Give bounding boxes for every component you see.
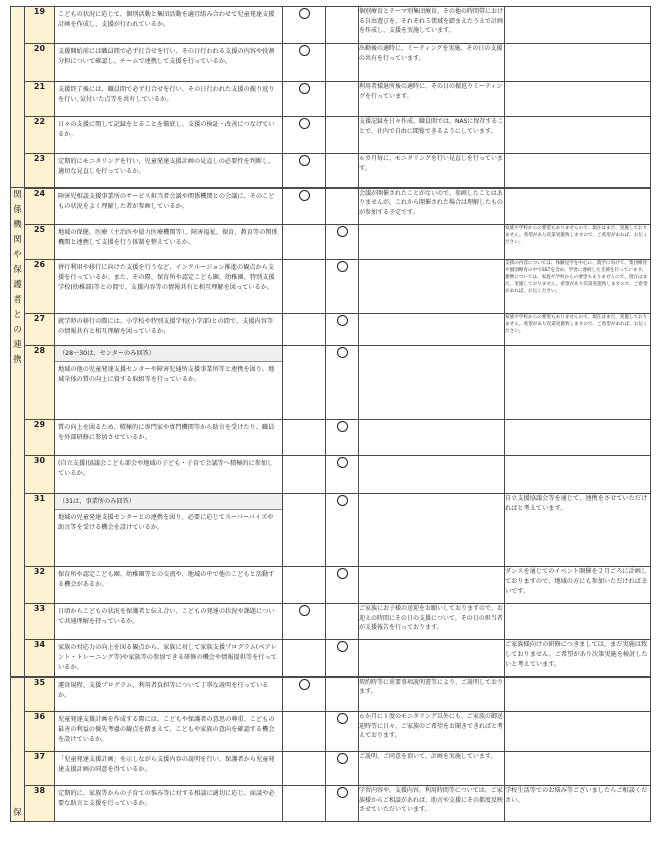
answer-yes-cell — [283, 225, 326, 260]
circle-mark-icon — [299, 190, 310, 201]
table-row — [11, 117, 651, 154]
effort-text: ご家族にお子様の送迎をお願いしておりますので、お迎えの時間にその日の支援について、その日の担当者が支援報告を行っております。 — [359, 605, 503, 631]
item-question — [55, 640, 283, 677]
answer-yes-cell — [283, 314, 326, 346]
item-question-text: 「児童発達支援計画」を示しながら支援内容の説明を行い、保護者から児童発達支援計画の同意を得ているか。 — [58, 756, 275, 773]
circle-mark-icon — [299, 118, 310, 129]
evaluation-table — [10, 6, 651, 822]
item-question — [55, 225, 283, 260]
item-question — [55, 494, 283, 567]
remark-cell — [505, 260, 651, 314]
answer-yes-cell — [283, 567, 326, 604]
effort-text: 学習内容や、支援内容、利用時間等については、ご家族様からご相談があれば、助言や支援にその都度反映させていただいています。 — [359, 787, 504, 813]
category-cell-support — [11, 7, 25, 188]
remark-cell — [505, 154, 651, 188]
answer-yes-cell — [283, 260, 326, 314]
remark-cell — [505, 44, 651, 82]
table-row — [11, 640, 651, 677]
circle-mark-icon — [337, 568, 348, 579]
item-question — [55, 154, 283, 188]
answer-no-cell — [326, 346, 359, 420]
item-question-text: 運営規程、支援プログラム、利用者負担等について丁寧な説明を行っているか。 — [58, 681, 269, 699]
table-row — [11, 82, 651, 117]
circle-mark-icon — [337, 226, 348, 237]
circle-mark-icon — [337, 495, 348, 506]
answer-yes-cell — [283, 752, 326, 786]
item-question-text: 障害児相談支援事業所のサービス担当者会議や関係機関との会議に、そのこどもの状況をよく理解した者が参画しているか。 — [58, 192, 275, 210]
item-question-text: 地域の児童発達支援センターとの連携を図り、必要に応じてスーパーバイズや助言等を受ける機会を設けているか。 — [58, 514, 274, 531]
answer-yes-cell — [283, 494, 326, 567]
item-number: 19 — [25, 7, 55, 44]
effort-cell — [359, 188, 505, 225]
item-number: 25 — [25, 225, 55, 260]
circle-mark-icon — [337, 315, 348, 326]
answer-no-cell — [326, 752, 359, 786]
circle-mark-icon — [337, 713, 348, 724]
remark-cell — [505, 567, 651, 604]
circle-mark-icon — [337, 421, 348, 432]
item-question — [55, 712, 283, 752]
effort-cell — [359, 494, 505, 567]
table-row — [11, 7, 651, 44]
effort-text: 出勤後の適時に、ミーティングを実施、その日の支援の共有を行っています。 — [359, 45, 503, 62]
answer-yes-cell — [283, 420, 326, 456]
item-question — [55, 604, 283, 640]
item-question-text: 就学時の移行の際には、小学校や特別支援学校(小学部)との間で、支援内容等の情報共有と相互理解を図っているか。 — [58, 318, 274, 335]
remark-text: 学校生活等でのお悩み等ございましたらご相談ください。 — [505, 787, 648, 804]
answer-no-cell — [326, 786, 359, 822]
table-row — [11, 314, 651, 346]
answer-yes-cell — [283, 712, 326, 752]
item-question-text: 家族の対応力の向上を図る観点から、家族に対して家族支援プログラム(ペアレント・トレーニング等)や家族等の参加できる研修の機会や情報提供等を行っているか。 — [58, 644, 277, 671]
item-question — [55, 44, 283, 82]
category-cell-liaison: 関係機関や保護者との連携 — [11, 188, 25, 677]
effort-text: 会議が開催されたことがないので、参画したことはありませんが、これから開催された場合は理解したものが参加する予定です。 — [359, 189, 504, 216]
answer-no-cell — [326, 188, 359, 225]
table-row — [11, 494, 651, 567]
table-row — [11, 567, 651, 604]
item-question — [55, 82, 283, 117]
answer-yes-cell — [283, 640, 326, 677]
item-question-text: 地域の保健、医療（主治医や協力医療機関等）、障害福祉、保育、教育等の関係機関と連携して支援を行う体制を整えているか。 — [58, 229, 278, 246]
category-cell-guardian: 保 — [11, 677, 25, 822]
effort-cell — [359, 456, 505, 494]
item-number: 28 — [25, 346, 55, 420]
remark-cell — [505, 786, 651, 822]
circle-mark-icon — [299, 605, 310, 616]
item-question-text: (自立支援)協議会こども部会や地域の子ども・子育て会議等へ積極的に参加しているか。 — [58, 460, 274, 477]
remark-cell — [505, 494, 651, 567]
item-question-text: 支援開始前には職員間で必ず打合せを行い、その日行われる支援の内容や役割分担について確認し、チームで連携して支援を行っているか。 — [58, 48, 275, 65]
remark-cell — [505, 420, 651, 456]
item-number: 38 — [25, 786, 55, 822]
item-question — [55, 456, 283, 494]
item-question — [55, 420, 283, 456]
table-row — [11, 677, 651, 712]
item-question — [55, 314, 283, 346]
remark-cell — [505, 456, 651, 494]
answer-no-cell — [326, 712, 359, 752]
answer-no-cell — [326, 494, 359, 567]
answer-no-cell — [326, 456, 359, 494]
circle-mark-icon — [299, 83, 310, 94]
answer-scope-note: （31は、事業所のみ回答） — [55, 494, 282, 510]
answer-yes-cell — [283, 44, 326, 82]
item-question-text: 定期的に、家族等からの子育ての悩み等に対する相談に適切に応じ、面談や必要な助言と支援を行っているか。 — [58, 790, 275, 807]
circle-mark-icon — [337, 787, 348, 798]
item-question — [55, 567, 283, 604]
answer-scope-note: （28～30は、センターのみ回答） — [55, 346, 282, 362]
effort-text: ６カ月毎に、モニタリングを行い見直しを行っています。 — [359, 155, 503, 172]
item-question — [55, 786, 283, 822]
answer-yes-cell — [283, 604, 326, 640]
table-row — [11, 44, 651, 82]
effort-cell — [359, 117, 505, 154]
circle-mark-icon — [337, 261, 348, 272]
answer-yes-cell — [283, 154, 326, 188]
circle-mark-icon — [299, 155, 310, 166]
table-row — [11, 346, 651, 420]
remark-cell — [505, 117, 651, 154]
remark-cell — [505, 677, 651, 712]
remark-text: 家族や学校からの要望もありませんので、現在はまだ、実施しておりません。希望があり次第実施致しますので、ご希望があれば、お伝ください。 — [505, 315, 648, 334]
effort-text: 契約時等に重要事項説明書等により、ご説明しております。 — [359, 678, 504, 695]
item-question — [55, 677, 283, 712]
remark-text: 支援の内容については、体験見学を中心に、就学に向けて、集団療育や個別療育の中でSSTを含め、学習に連続した支援を行っています。連携については、家族や学校からの要望もありませんので、現在はまだ、実施しておりません。希望があり次第実施致しますので、ご希望があれば、お伝ください。 — [505, 261, 648, 294]
table-row — [11, 786, 651, 822]
answer-no-cell — [326, 314, 359, 346]
effort-cell — [359, 44, 505, 82]
table-row — [11, 456, 651, 494]
item-number: 31 — [25, 494, 55, 567]
circle-mark-icon — [299, 45, 310, 56]
item-number: 36 — [25, 712, 55, 752]
table-row — [11, 712, 651, 752]
effort-cell — [359, 154, 505, 188]
effort-cell — [359, 640, 505, 677]
item-question — [55, 752, 283, 786]
item-number: 37 — [25, 752, 55, 786]
circle-mark-icon — [337, 347, 348, 358]
remark-cell — [505, 7, 651, 44]
effort-cell — [359, 420, 505, 456]
table-row — [11, 260, 651, 314]
effort-text: ６か月に１度のモニタリング以外にも、ご家族の御送迎時等に日々、ご家族のご希望をお聞きできればと考えております。 — [359, 713, 504, 739]
answer-yes-cell — [283, 346, 326, 420]
table-row — [11, 188, 651, 225]
answer-yes-cell — [283, 456, 326, 494]
item-question — [55, 346, 283, 420]
answer-no-cell — [326, 604, 359, 640]
item-number: 24 — [25, 188, 55, 225]
item-number: 32 — [25, 567, 55, 604]
answer-no-cell — [326, 44, 359, 82]
remark-cell — [505, 712, 651, 752]
item-question-text: 児童発達支援計画を作成する際には、こどもや保護者の意思の尊重、こどもの最善の利益の優先考慮の観点を踏まえて、こどもや家族の意向を確認する機会を設けているか。 — [58, 716, 275, 743]
table-row — [11, 604, 651, 640]
remark-cell — [505, 188, 651, 225]
item-question-text: 定期的にモニタリングを行い、児童発達支援計画の見直しの必要性を判断し、適切な見直しを行っているか。 — [58, 158, 275, 175]
effort-cell — [359, 260, 505, 314]
item-question — [55, 7, 283, 44]
remark-text: ご家族様向けの研修につきましては、まだ実施は致しておりません。ご希望があり次第実施を検討したいと考えています。 — [505, 641, 648, 668]
item-number: 29 — [25, 420, 55, 456]
remark-text: 自立支援協議会等を通じて、連携をさせていただければと考えています。 — [505, 495, 648, 512]
table-row — [11, 752, 651, 786]
item-question-text: こどもの状況に応じて、個別活動と集団活動を適宜組み合わせて児童発達支援計画を作成し、支援が行われているか。 — [58, 11, 275, 28]
answer-yes-cell — [283, 7, 326, 44]
answer-yes-cell — [283, 786, 326, 822]
answer-no-cell — [326, 225, 359, 260]
remark-text: 家族や学校からの要望もありませんので、現在はまだ、実施しておりません。希望があり次第実施致しますので、ご希望があれば、お伝ください。 — [505, 226, 648, 245]
answer-yes-cell — [283, 677, 326, 712]
answer-yes-cell — [283, 117, 326, 154]
item-number: 35 — [25, 677, 55, 712]
answer-yes-cell — [283, 82, 326, 117]
table-row — [11, 154, 651, 188]
effort-text: 個別療育とテーマ別集団療育、その他の時間帯における自由遊びを、それぞれ５領域を踏まえたうえで計画を作成し、支援を実施しています。 — [359, 8, 504, 34]
circle-mark-icon — [337, 641, 348, 652]
effort-cell — [359, 786, 505, 822]
item-question — [55, 260, 283, 314]
effort-cell — [359, 346, 505, 420]
item-question-text: 日々の支援に関して記録をとることを徹底し、支援の検証・改善につなげているか。 — [58, 121, 275, 138]
item-number: 34 — [25, 640, 55, 677]
item-number: 30 — [25, 456, 55, 494]
remark-cell — [505, 82, 651, 117]
remark-cell — [505, 314, 651, 346]
item-number: 20 — [25, 44, 55, 82]
item-question-text: 併行利用や移行に向けた支援を行うなど、インクルージョン推進の観点から支援を行っているか。また、その際、保育所や認定こども園、幼稚園、特別支援学校(幼稚部)等との間で、支援内容等の情報共有と相互理解を図っているか。 — [58, 264, 275, 291]
item-number: 33 — [25, 604, 55, 640]
circle-mark-icon — [337, 457, 348, 468]
effort-text: 利用者様退所後の適時に、その日の振返りミーティングを行っています。 — [359, 83, 503, 100]
answer-no-cell — [326, 7, 359, 44]
item-number: 22 — [25, 117, 55, 154]
item-question-text: 日頃からこどもの状況を保護者と伝え合い、こどもの発達の状況や課題について共通理解を持っているか。 — [58, 608, 275, 625]
answer-no-cell — [326, 260, 359, 314]
answer-no-cell — [326, 640, 359, 677]
effort-cell — [359, 712, 505, 752]
remark-cell — [505, 346, 651, 420]
remark-text: ダンスを通じてのイベント開催を２月ごろに計画しておりますので、地域の方にも参加いただければ幸いです。 — [505, 568, 648, 595]
item-question-text: 保育所や認定こども園、幼稚園等との交流や、地域の中で他のこどもと活動する機会があるか。 — [58, 571, 275, 588]
item-question-text: 質の向上を図るため、積極的に専門家や専門機関等から助言を受けたり、職員を外部研修に参加させているか。 — [58, 424, 275, 441]
answer-no-cell — [326, 420, 359, 456]
remark-cell — [505, 604, 651, 640]
remark-cell — [505, 225, 651, 260]
item-question — [55, 188, 283, 225]
answer-no-cell — [326, 567, 359, 604]
item-number: 23 — [25, 154, 55, 188]
effort-cell — [359, 677, 505, 712]
item-question-text: 支援終了後には、職員間で必ず打合せを行い、その日行われた支援の振り返りを行い､気付いた点等を共有しているか。 — [58, 86, 275, 103]
effort-cell — [359, 225, 505, 260]
answer-no-cell — [326, 677, 359, 712]
circle-mark-icon — [299, 8, 310, 19]
item-number: 27 — [25, 314, 55, 346]
effort-cell — [359, 314, 505, 346]
circle-mark-icon — [299, 679, 310, 690]
remark-cell — [505, 640, 651, 677]
effort-text: ご説明、ご同意を頂いて、計画を実施しています。 — [359, 753, 497, 760]
item-number: 21 — [25, 82, 55, 117]
answer-no-cell — [326, 117, 359, 154]
item-question-text: 地域の他の児童発達支援センターや障害児通所支援事業所等と連携を図り、地域全体の質の向上に資する取組等を行っているか。 — [58, 366, 275, 383]
answer-no-cell — [326, 82, 359, 117]
answer-no-cell — [326, 154, 359, 188]
item-number: 26 — [25, 260, 55, 314]
effort-cell — [359, 82, 505, 117]
effort-cell — [359, 752, 505, 786]
answer-yes-cell — [283, 188, 326, 225]
effort-text: 支援記録を日々作成。職員間では、NASに保存することで、社内で自由に閲覧できるようにしています。 — [359, 118, 504, 135]
table-row — [11, 225, 651, 260]
effort-cell — [359, 7, 505, 44]
table-row — [11, 420, 651, 456]
effort-cell — [359, 604, 505, 640]
remark-cell — [505, 752, 651, 786]
circle-mark-icon — [337, 753, 348, 764]
effort-cell — [359, 567, 505, 604]
item-question — [55, 117, 283, 154]
